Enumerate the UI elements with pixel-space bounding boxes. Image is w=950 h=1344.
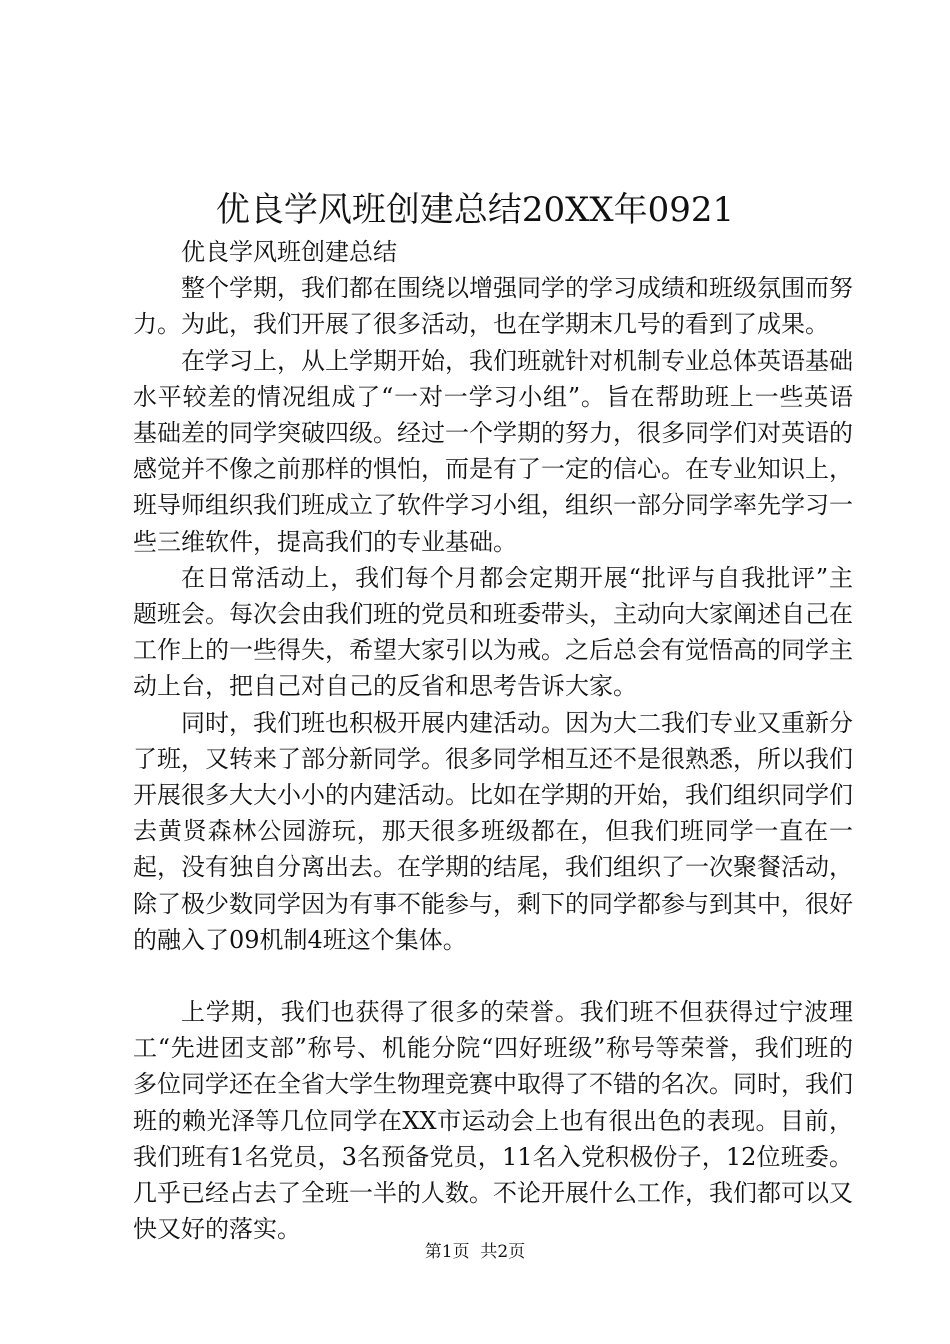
page-number-label: 第1页 共2页 bbox=[424, 1242, 526, 1262]
paragraph-honors: 上学期，我们也获得了很多的荣誉。我们班不但获得过宁波理工“先进团支部”称号、机能分院“四好班级”称号等荣誉，我们班的多位同学还在全省大学生物理竞赛中取得了不错的名次。同时，我们班的赖光泽等几位同学在XX市运动会上也有很出色的表现。目前，我们班有1名党员，3名预备党员，11名入党积极份子，12位班委。几乎已经占去了全班一半的人数。不论开展什么工作，我们都可以又快又好的落实。 bbox=[133, 998, 853, 1244]
paragraph-team-building: 同时，我们班也积极开展内建活动。因为大二我们专业又重新分了班，又转来了部分新同学。很多同学相互还不是很熟悉，所以我们开展很多大大小小的内建活动。比如在学期的开始，我们组织同学们去黄贤森林公园游玩，那天很多班级都在，但我们班同学一直在一起，没有独自分离出去。在学期的结尾，我们组织了一次聚餐活动，除了极少数同学因为有事不能参与，剩下的同学都参与到其中，很好的融入了09机制4班这个集体。 bbox=[133, 708, 853, 954]
paragraph-study: 在学习上，从上学期开始，我们班就针对机制专业总体英语基础水平较差的情况组成了“一对一学习小组”。旨在帮助班上一些英语基础差的同学突破四级。经过一个学期的努力，很多同学们对英语的感觉并不像之前那样的惧怕，而是有了一定的信心。在专业知识上，班导师组织我们班成立了软件学习小组，组织一部分同学率先学习一些三维软件，提高我们的专业基础。 bbox=[133, 346, 853, 556]
document-body bbox=[133, 234, 853, 1247]
paragraph-spacer bbox=[133, 958, 853, 994]
paragraph-intro: 整个学期，我们都在围绕以增强同学的学习成绩和班级氛围而努力。为此，我们开展了很多活动，也在学期末几号的看到了成果。 bbox=[133, 274, 853, 339]
page-footer bbox=[0, 1240, 950, 1264]
paragraph-daily-activities: 在日常活动上，我们每个月都会定期开展“批评与自我批评”主题班会。每次会由我们班的党员和班委带头，主动向大家阐述自己在工作上的一些得失，希望大家引以为戒。之后总会有觉悟高的同学主动上台，把自己对自己的反省和思考告诉大家。 bbox=[133, 563, 853, 701]
document-subtitle: 优良学风班创建总结 bbox=[181, 238, 397, 266]
document-title: 优良学风班创建总结20XX年0921 bbox=[215, 190, 735, 230]
